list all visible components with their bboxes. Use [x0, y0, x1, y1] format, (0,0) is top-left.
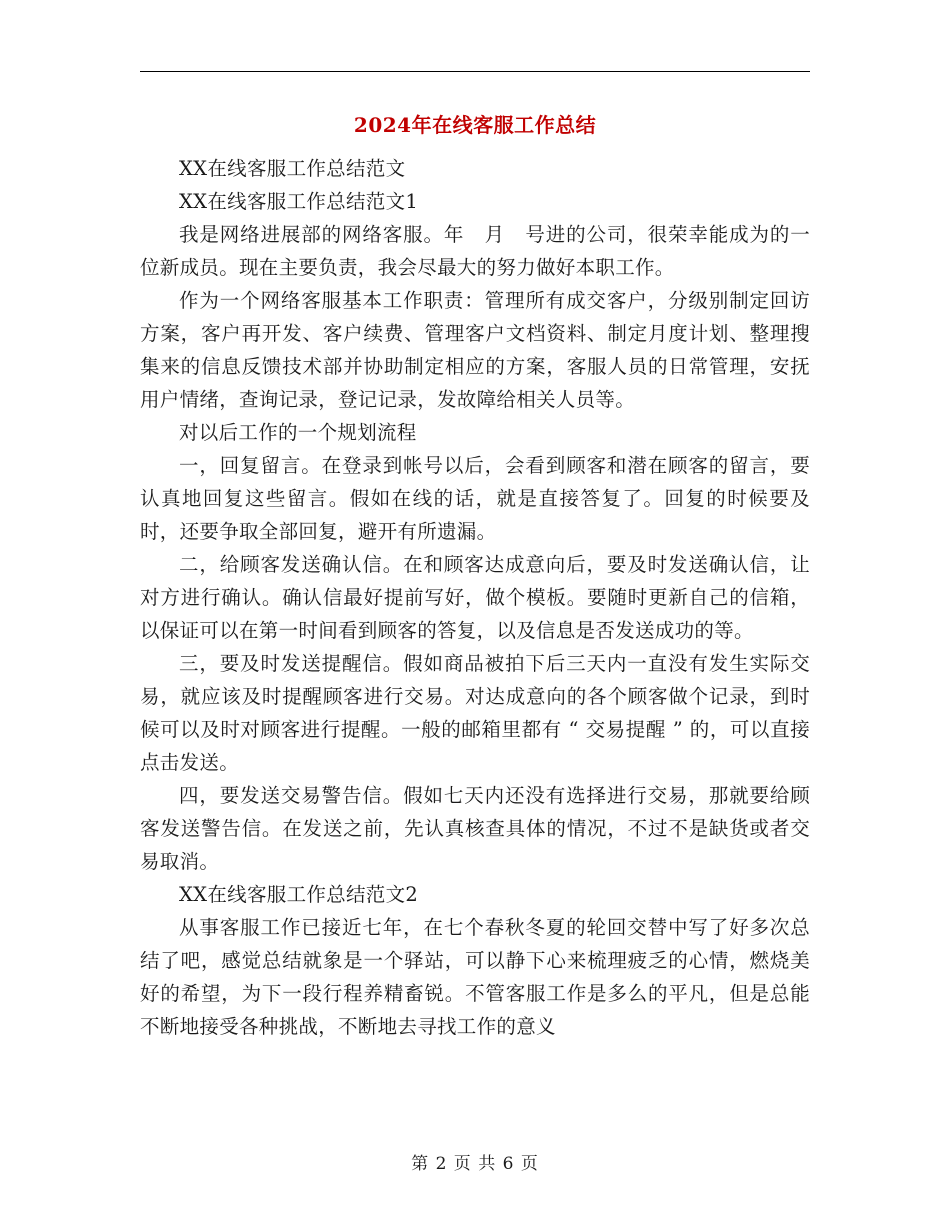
paragraph: 四，要发送交易警告信。假如七天内还没有选择进行交易，那就要给顾客发送警告信。在发送之前，先认真核查具体的情况，不过不是缺货或者交易取消。 — [140, 784, 810, 873]
paragraph: 一，回复留言。在登录到帐号以后，会看到顾客和潜在顾客的留言，要认真地回复这些留言。假如在线的话，就是直接答复了。回复的时候要及时，还要争取全部回复，避开有所遗漏。 — [140, 454, 810, 543]
paragraph: 对以后工作的一个规划流程 — [179, 421, 417, 444]
paragraph-heading-2: XX在线客服工作总结范文2 — [179, 883, 419, 906]
paragraph: 二，给顾客发送确认信。在和顾客达成意向后，要及时发送确认信，让对方进行确认。确认信最好提前写好，做个模板。要随时更新自己的信箱，以保证可以在第一时间看到顾客的答复，以及信息是否发送成功的等。 — [140, 553, 810, 642]
header-rule — [140, 71, 810, 72]
paragraph: 我是网络进展部的网络客服。年 月 号进的公司，很荣幸能成为的一位新成员。现在主要负责，我会尽最大的努力做好本职工作。 — [140, 223, 810, 279]
paragraph-subtitle: XX在线客服工作总结范文 — [179, 157, 406, 180]
paragraph: 从事客服工作已接近七年，在七个春秋冬夏的轮回交替中写了好多次总结了吧，感觉总结就象是一个驿站，可以静下心来梳理疲乏的心情，燃烧美好的希望，为下一段行程养精畜锐。不管客服工作是多么的平凡，但是总能不断地接受各种挑战，不断地去寻找工作的意义 — [140, 916, 810, 1038]
paragraph-heading-1: XX在线客服工作总结范文1 — [179, 190, 419, 213]
document-title: 2024年在线客服工作总结 — [353, 113, 597, 137]
paragraph: 作为一个网络客服基本工作职责：管理所有成交客户，分级别制定回访方案，客户再开发、客户续费、管理客户文档资料、制定月度计划、整理搜集来的信息反馈技术部并协助制定相应的方案，客服人员的日常管理，安抚用户情绪，查询记录，登记记录，发故障给相关人员等。 — [140, 289, 810, 411]
paragraph: 三，要及时发送提醒信。假如商品被拍下后三天内一直没有发生实际交易，就应该及时提醒顾客进行交易。对达成意向的各个顾客做个记录，到时候可以及时对顾客进行提醒。一般的邮箱里都有 “ 交易提醒 ” 的，可以直接点击发送。 — [140, 652, 810, 774]
page-number: 第 2 页 共 6 页 — [411, 1154, 539, 1174]
document-body — [140, 152, 810, 1043]
